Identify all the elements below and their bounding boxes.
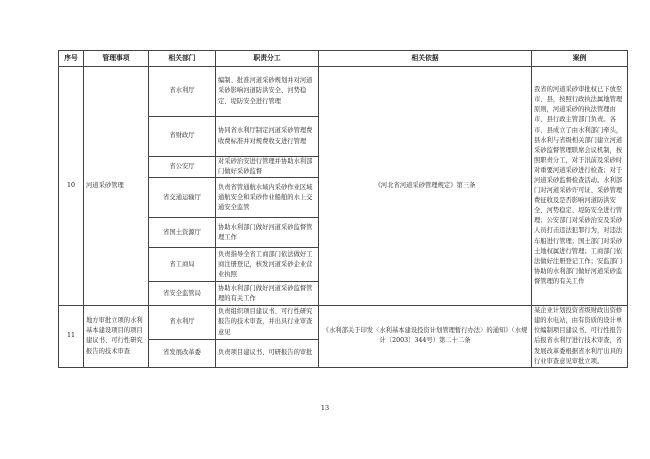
- duty-cell: 编制、批准河道采砂规划并对河道采砂影响河道防洪安全、河势稳定、堤防安全进行管理: [216, 67, 319, 117]
- page-number: 13: [320, 404, 330, 412]
- duty-cell: 协助水利部门做好河道采砂监督管理工作: [216, 218, 319, 248]
- header-case: 案例: [532, 51, 628, 67]
- basis-cell: 《河北省河道采砂管理规定》第三条: [319, 67, 532, 306]
- dept-cell: 省水利厅: [149, 306, 216, 340]
- dept-cell: 省工商局: [149, 248, 216, 282]
- duty-cell: 对采砂治安进行管理并协助水利部门做好采砂监督: [216, 157, 319, 178]
- header-item: 管理事项: [84, 51, 149, 67]
- duty-cell: 负责省管通航水域内采砂作业区域通航安全和采砂作业船舶的水上交通安全监管: [216, 178, 319, 218]
- header-dept: 相关部门: [149, 51, 216, 67]
- basis-cell: 《水利部关于印发〈水利基本建设投资计划管理暂行办法〉的通知》（水规计〔2003〕344号）第二十二条: [319, 306, 532, 368]
- dept-cell: 省国土资源厅: [149, 218, 216, 248]
- header-basis: 相关依据: [319, 51, 532, 67]
- duty-cell: 负责项目建议书、可研报告的审批: [216, 339, 319, 367]
- case-cell: 我省的河道采砂审批权已下放至市、县，按照行政执法属地管理原则，河道采砂的执法管理由市、县行政主管部门负责。各市、县成立了由水利部门牵头，县水利与省级相关部门建立河道采砂监督管理联席会议机制，按照职责分工，对于汛前及采砂时对重要河道采砂进行检查；对于河道采砂监督检查活动。水利部门对河道采砂许可证、采砂管理费征收及是否影响河道防洪安全、河势稳定、堤防安全进行管理；公安部门对采砂治安及采砂人员打击违法犯罪行为，对违法车船进行管理；国土部门对采砂土地权属进行管理；工商部门依法做好注册登记工作；安监部门协助的水利部门做好河道采砂监督管理的有关工作: [532, 67, 628, 306]
- dept-cell: 省水利厅: [149, 67, 216, 117]
- table-row: [59, 67, 628, 117]
- management-item: 地方审批立项的水利基本建设项目的项目建议书、可行性研究报告的技术审查: [84, 306, 149, 368]
- row-number: 11: [59, 306, 84, 368]
- duty-cell: 负责指导全省工商部门依法做好工商注册登记，核发河道采砂企业营业执照: [216, 248, 319, 282]
- table-row: [59, 306, 628, 340]
- management-item: 河道采砂管理: [84, 67, 149, 306]
- dept-cell: 省财政厅: [149, 117, 216, 157]
- header-no: 序号: [59, 51, 84, 67]
- case-cell: 某企业计划投资省级财政出资修建的水电站，由有资质的设计单位编制项目建议书、可行性报告后报省水利厅进行技术审查，省发展改革委根据省水利厅出具的行业审查意见审批立项。: [532, 306, 628, 368]
- duty-cell: 协同省水利厅制定河道采砂管理费收费标准并对规费收支进行管理: [216, 117, 319, 157]
- duty-cell: 负责组织项目建议书、可行性研究报告的技术审查，并出具行业审查意见: [216, 306, 319, 340]
- dept-cell: 省公安厅: [149, 157, 216, 178]
- header-duty: 职责分工: [216, 51, 319, 67]
- dept-cell: 省发展改革委: [149, 339, 216, 367]
- dept-cell: 省交通运输厅: [149, 178, 216, 218]
- row-number: 10: [59, 67, 84, 306]
- responsibility-table: [58, 50, 628, 368]
- dept-cell: 省安全监管局: [149, 282, 216, 306]
- duty-cell: 协助水利部门做好河道采砂监督管理的有关工作: [216, 282, 319, 306]
- table-header-row: [59, 51, 628, 67]
